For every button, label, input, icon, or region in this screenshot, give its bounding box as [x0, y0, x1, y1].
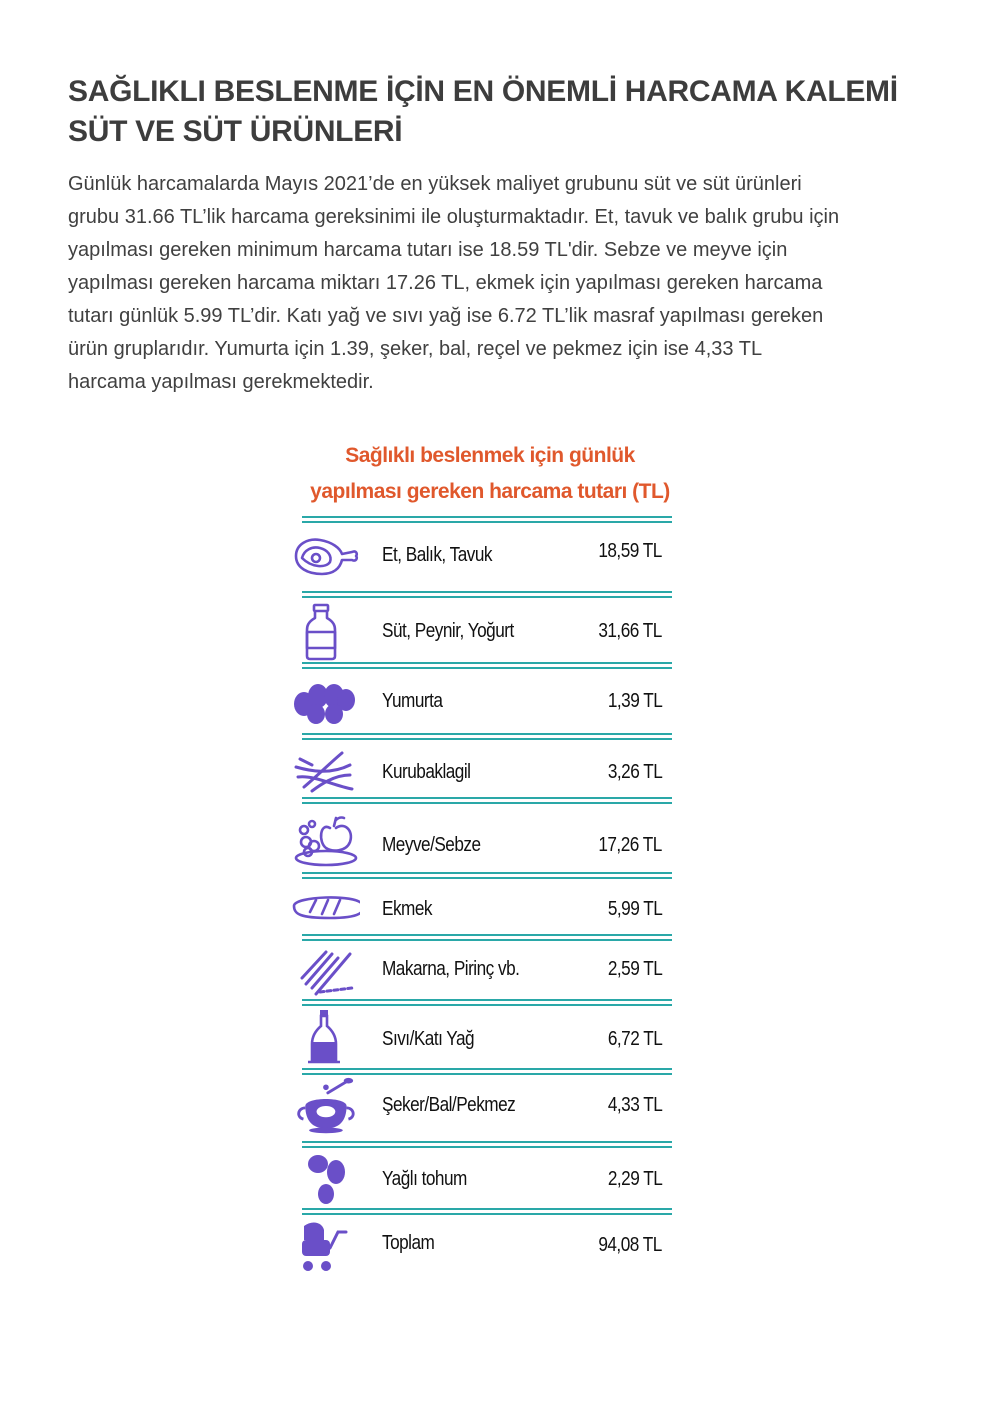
row-label: Makarna, Pirinç vb. [382, 958, 520, 980]
row-label: Şeker/Bal/Pekmez [382, 1094, 516, 1116]
body-line: yapılması gereken minimum harcama tutarı ise 18.59 TL'dir. Sebze ve meyve için [68, 239, 788, 261]
table-divider [302, 1141, 672, 1148]
row-value: 94,08 TL [598, 1234, 662, 1256]
eggs-icon [290, 674, 360, 734]
row-value: 31,66 TL [598, 620, 662, 642]
table-row [290, 1150, 672, 1206]
row-value: 1,39 TL [607, 690, 662, 712]
row-value: 5,99 TL [607, 898, 662, 920]
row-value: 3,26 TL [607, 761, 662, 783]
table-row [290, 602, 672, 662]
table-row [290, 1218, 672, 1274]
row-value: 18,59 TL [598, 540, 662, 562]
fruit-plate-icon [290, 812, 360, 872]
legumes-icon [290, 745, 360, 805]
table-divider [302, 872, 672, 879]
shopping-cart-icon [290, 1218, 360, 1278]
milk-bottle-icon [290, 602, 360, 662]
row-label: Et, Balık, Tavuk [382, 544, 492, 566]
bread-icon [290, 882, 360, 942]
row-value: 6,72 TL [607, 1028, 662, 1050]
row-value: 17,26 TL [598, 834, 662, 856]
table-title-line: yapılması gereken harcama tutarı (TL) [310, 480, 670, 503]
article-heading [68, 72, 948, 152]
body-line: tutarı günlük 5.99 TL’dir. Katı yağ ve sıvı yağ ise 6.72 TL’lik masraf yapılması gereken [68, 305, 824, 327]
table-row [290, 1008, 672, 1068]
row-label: Ekmek [382, 898, 432, 920]
body-line: yapılması gereken harcama miktarı 17.26 TL, ekmek için yapılması gereken harcama [68, 272, 823, 294]
row-label: Süt, Peynir, Yoğurt [382, 620, 514, 642]
article-body [68, 168, 928, 399]
table-divider [302, 591, 672, 598]
row-value: 2,29 TL [607, 1168, 662, 1190]
row-value: 2,59 TL [607, 958, 662, 980]
table-divider [302, 733, 672, 740]
table-row [290, 812, 672, 872]
table-divider [302, 1068, 672, 1075]
row-label: Yağlı tohum [382, 1168, 467, 1190]
body-line: harcama yapılması gerekmektedir. [68, 371, 374, 393]
table-divider [302, 516, 672, 523]
table-row [290, 1076, 672, 1140]
body-line: grubu 31.66 TL’lik harcama gereksinimi ile oluşturmaktadır. Et, tavuk ve balık grubu için [68, 206, 840, 228]
table-title-line: Sağlıklı beslenmek için günlük [345, 444, 635, 467]
row-label: Toplam [382, 1232, 435, 1254]
ham-icon [290, 530, 360, 590]
heading-line: SAĞLIKLI BESLENME İÇİN EN ÖNEMLİ HARCAMA KALEMİ [68, 75, 898, 108]
nuts-icon [290, 1150, 360, 1210]
table-row [290, 745, 672, 795]
row-label: Yumurta [382, 690, 443, 712]
row-label: Kurubaklagil [382, 761, 471, 783]
body-line: Günlük harcamalarda Mayıs 2021’de en yüksek maliyet grubunu süt ve süt ürünleri [68, 173, 802, 195]
table-row [290, 674, 672, 730]
row-value: 4,33 TL [607, 1094, 662, 1116]
row-label: Meyve/Sebze [382, 834, 481, 856]
heading-line: SÜT VE SÜT ÜRÜNLERİ [68, 115, 403, 148]
table-row [290, 944, 672, 998]
body-line: ürün gruplarıdır. Yumurta için 1.39, şeker, bal, reçel ve pekmez için ise 4,33 TL [68, 338, 763, 360]
table-row [290, 882, 672, 932]
row-label: Sıvı/Katı Yağ [382, 1028, 475, 1050]
oil-bottle-icon [290, 1008, 360, 1068]
pasta-icon [290, 944, 360, 1004]
table-divider [302, 662, 672, 669]
table-title [290, 438, 690, 510]
honey-pot-icon [290, 1076, 360, 1136]
table-row [290, 530, 672, 586]
